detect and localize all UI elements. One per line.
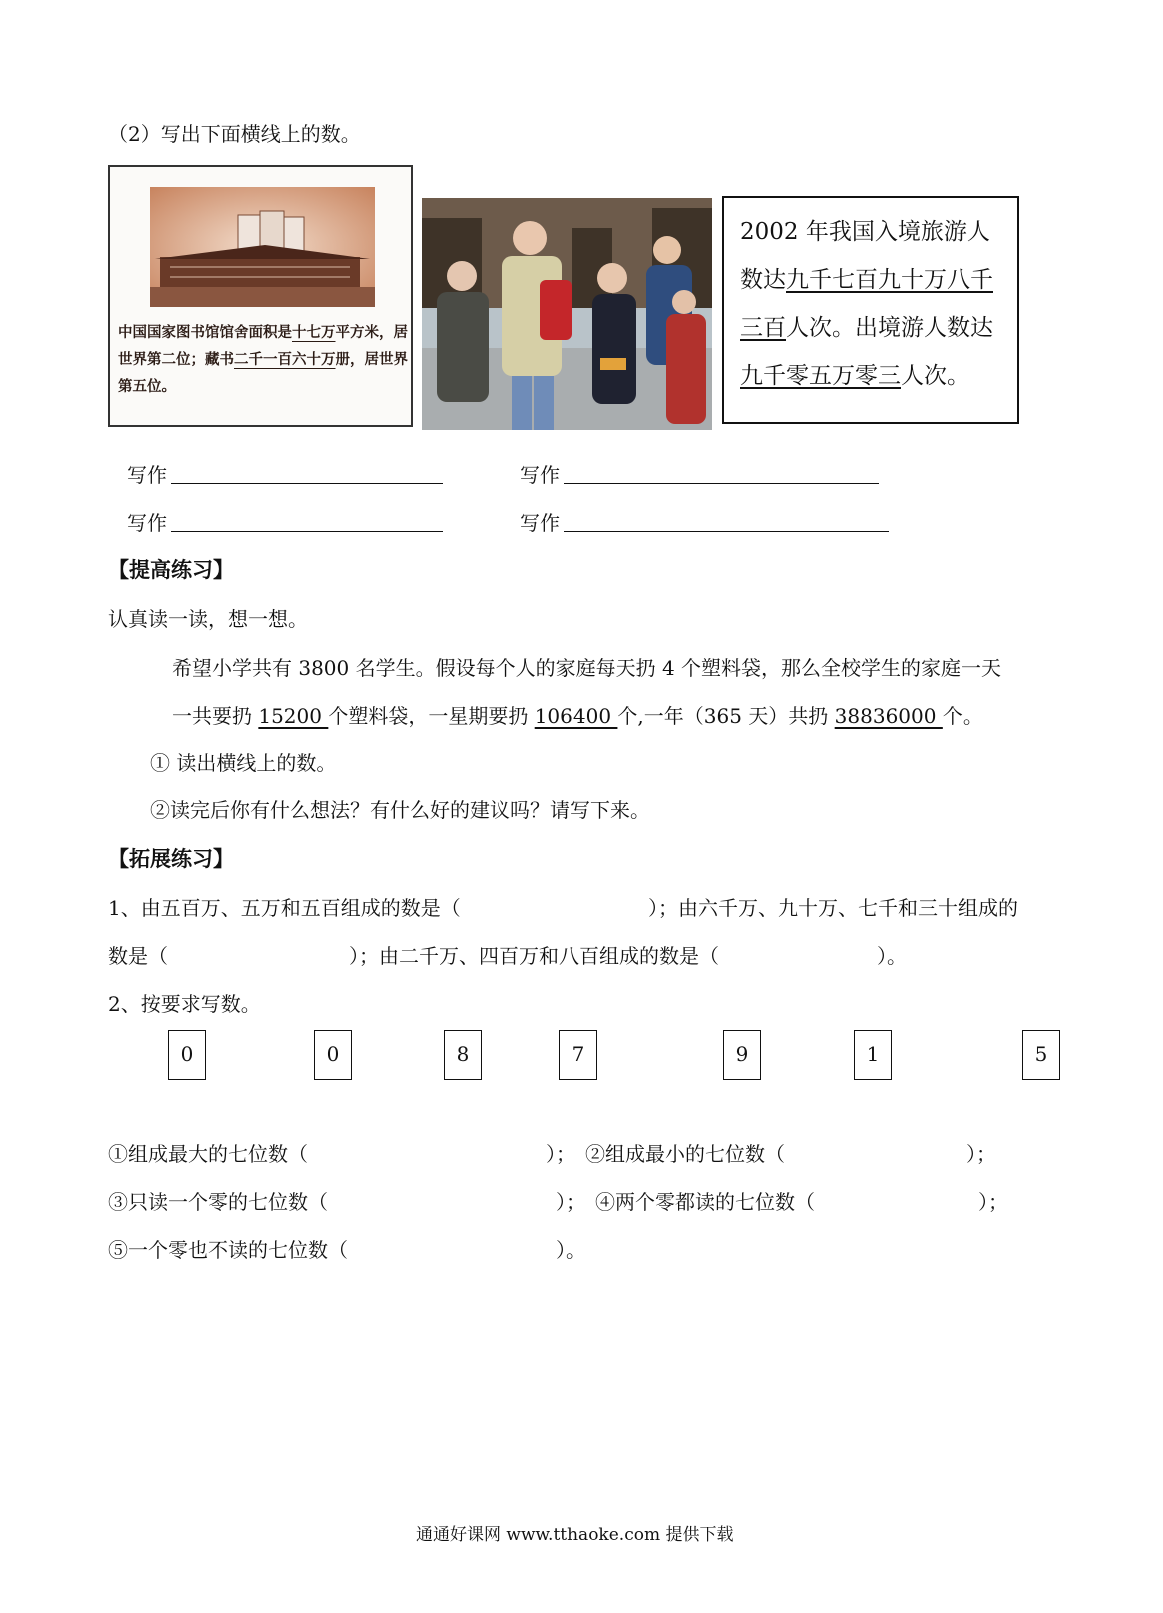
- write-label: 写作: [520, 511, 560, 535]
- digit-card: 7: [559, 1030, 597, 1080]
- answer-line[interactable]: [171, 483, 443, 484]
- section-heading: （2）写出下面横线上的数。: [108, 122, 361, 146]
- subq-2: ②组成最小的七位数（: [585, 1142, 785, 1166]
- para-underlined-number: 38836000: [834, 704, 943, 728]
- digit-card: 0: [314, 1030, 352, 1080]
- subq-3-close: ）；: [556, 1190, 586, 1214]
- digit-card: 0: [168, 1030, 206, 1080]
- tourism-text-part: 2002 年我国入境旅游人数达: [740, 219, 990, 293]
- subq-4: ④两个零都读的七位数（: [595, 1190, 815, 1214]
- tourism-text: [740, 208, 1010, 400]
- tourism-underlined-number: 九千七百九十万八千三百: [740, 267, 993, 341]
- para-text: 个,一年（365 天）共扔: [617, 704, 835, 728]
- subq-3: ③只读一个零的七位数（: [108, 1190, 328, 1214]
- digit-card: 8: [444, 1030, 482, 1080]
- subq-4-close: ）；: [978, 1190, 1008, 1214]
- caption-text: 中国国家图书馆馆舍面积是: [118, 324, 292, 341]
- caption-text: 平方米，居世界第二位；藏书: [118, 324, 408, 368]
- subq-1-close: ）；: [546, 1142, 576, 1166]
- write-label: 写作: [127, 463, 167, 487]
- subq-1: ①组成最大的七位数（: [108, 1142, 308, 1166]
- improve-question-1: ① 读出横线上的数。: [150, 751, 337, 775]
- caption-text: 册，居世界第五位。: [118, 351, 408, 395]
- digit-card: 9: [723, 1030, 761, 1080]
- improve-intro: 认真读一读，想一想。: [108, 607, 308, 631]
- caption-underlined-number: 二千一百六十万: [234, 351, 336, 368]
- para-text: 个塑料袋，一星期要扔: [328, 704, 535, 728]
- write-label: 写作: [127, 511, 167, 535]
- extend-q2: 2、按要求写数。: [108, 992, 261, 1016]
- tourism-text-part: 人次。出境游人数达: [786, 315, 993, 341]
- improve-question-2: ②读完后你有什么想法？有什么好的建议吗？请写下来。: [150, 798, 650, 822]
- answer-line[interactable]: [564, 531, 889, 532]
- tourists-photo: [422, 198, 712, 430]
- tourism-text-part: 人次。: [901, 363, 970, 389]
- library-building-image: [150, 187, 375, 307]
- subq-2-close: ）；: [966, 1142, 996, 1166]
- extend-q1-part: ）；由二千万、四百万和八百组成的数是（: [349, 944, 719, 968]
- digit-card: 1: [854, 1030, 892, 1080]
- digit-card: 5: [1022, 1030, 1060, 1080]
- tourism-underlined-number: 九千零五万零三: [740, 363, 901, 389]
- page-footer: 通通好课网 www.tthaoke.com 提供下载: [416, 1525, 734, 1545]
- subq-5: ⑤一个零也不读的七位数（: [108, 1238, 348, 1262]
- para-underlined-number: 15200: [258, 704, 329, 728]
- extend-q1-part: ）。: [877, 944, 907, 968]
- para-text: 一共要扔: [172, 704, 259, 728]
- extend-q1-part: ）；由六千万、九十万、七千和三十组成的: [648, 896, 1018, 920]
- para-text: 个。: [942, 704, 983, 728]
- library-caption: [118, 319, 408, 400]
- improve-paragraph-line1: 希望小学共有 3800 名学生。假设每个人的家庭每天扔 4 个塑料袋，那么全校学生的家庭一天: [172, 656, 1002, 680]
- para-underlined-number: 106400: [534, 704, 618, 728]
- write-label: 写作: [520, 463, 560, 487]
- subq-5-close: ）。: [556, 1238, 586, 1262]
- improve-paragraph-line2: [172, 700, 983, 729]
- extend-q1-part: 数是（: [108, 944, 168, 968]
- library-box: [108, 165, 413, 427]
- answer-line[interactable]: [564, 483, 879, 484]
- caption-underlined-number: 十七万: [292, 324, 336, 341]
- improve-heading: 【提高练习】: [108, 557, 234, 582]
- tourism-box: [722, 196, 1019, 424]
- extend-q1-part: 1、由五百万、五万和五百组成的数是（: [108, 896, 461, 920]
- answer-line[interactable]: [171, 531, 443, 532]
- extend-heading: 【拓展练习】: [108, 846, 234, 871]
